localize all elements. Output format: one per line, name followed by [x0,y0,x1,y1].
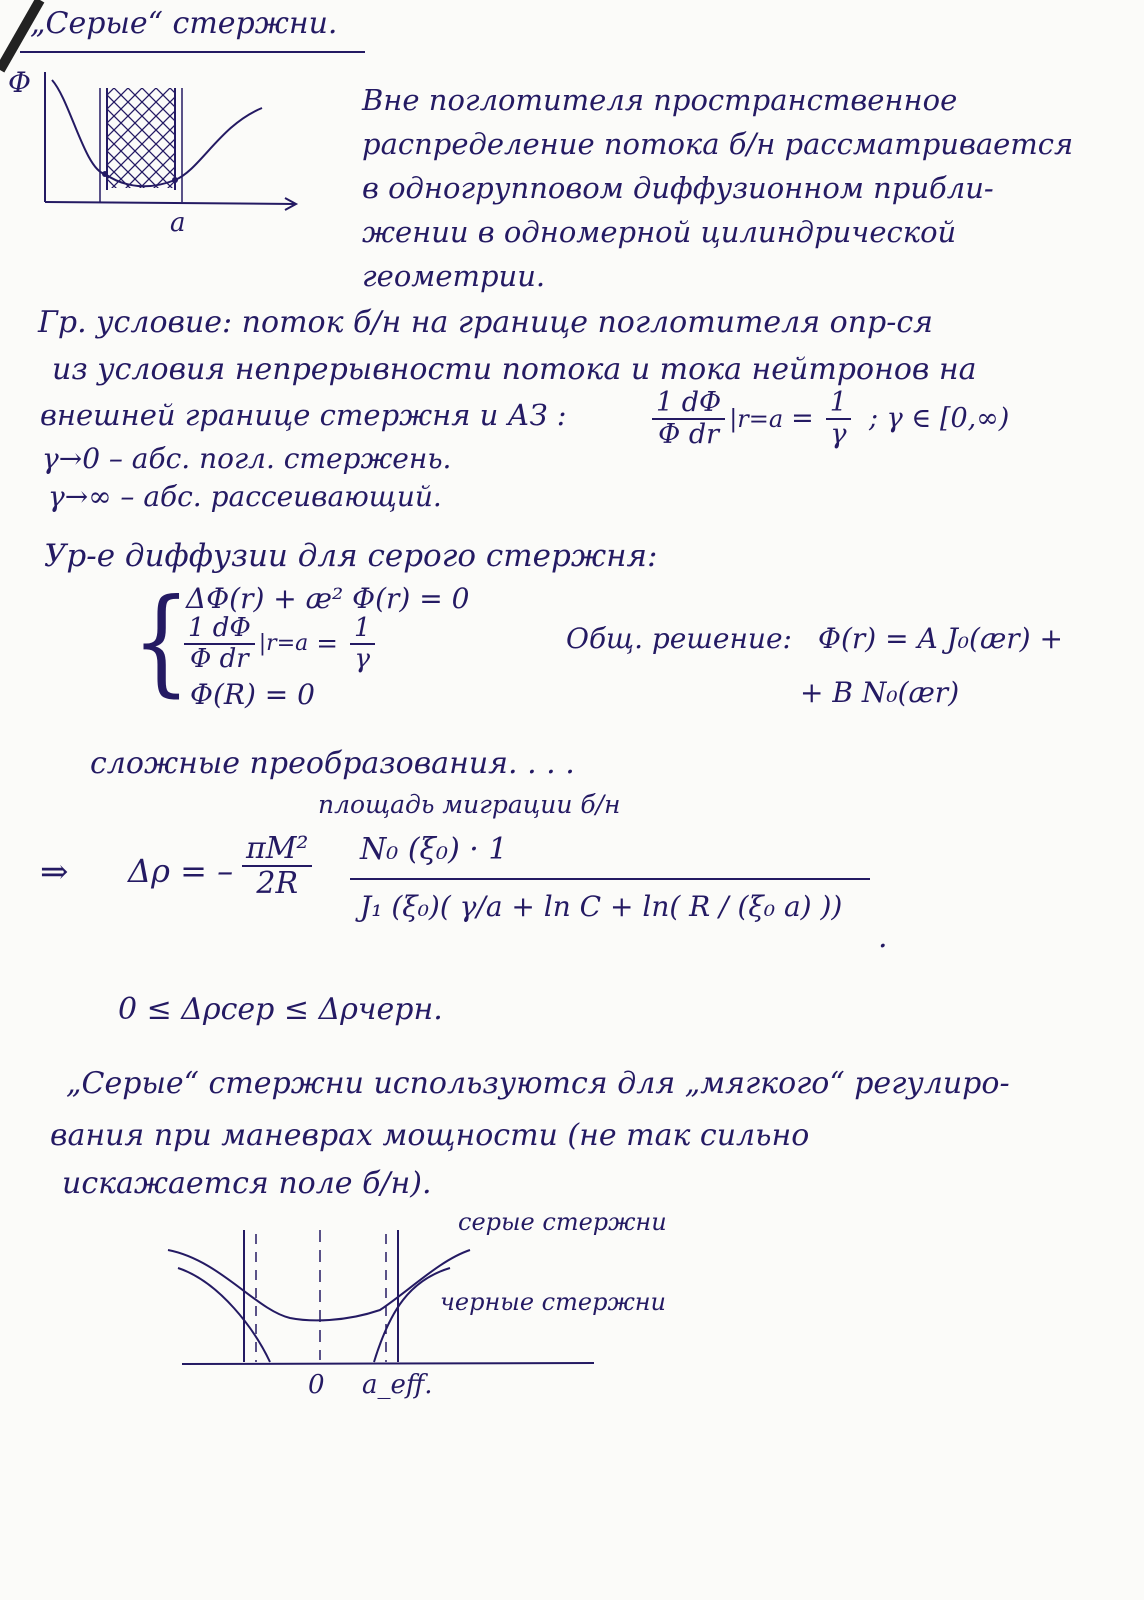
boundary-line-4: γ→0 – абс. погл. стержень. [42,442,452,475]
flux-diagram [30,60,310,230]
implies-arrow: ⇒ [40,852,69,892]
general-solution-label: Общ. решение: [566,622,792,655]
reactivity-frac1: $\frac{\text{πM²}}{2R}$ [242,832,312,900]
reactivity-fraction-bar [350,876,880,882]
boundary-line-3: внешней границе стержня и АЗ : [40,398,567,432]
black-rods-label: черные стержни [440,1288,666,1316]
intro-line-5: геометрии. [362,259,546,293]
fig1-y-label: Φ [8,66,31,99]
fig1-x-label: a [170,208,186,238]
gray-rods-label: серые стержни [458,1208,667,1236]
diffusion-eq-2: $\frac{1 d\Phi}{\text{Φ dr}}$ |r=a = $\frac{1}{\gamma}$ [180,614,379,673]
diffusion-title: Ур-е диффузии для серого стержня: [44,538,658,574]
page-title: „Серые“ стержни. [30,6,338,41]
origin-label: 0 [308,1370,325,1400]
intro-line-1: Вне поглотителя пространственное [362,83,958,117]
usage-line-2: вания при маневрах мощности (не так сильно [50,1118,810,1153]
migration-area-note: площадь миграции б/н [318,790,621,819]
diffusion-eq-2-rhs: $\frac{1}{\gamma}$ [350,614,375,673]
general-solution-2: + B N₀(ær) [800,676,960,709]
usage-line-1: „Серые“ стержни используются для „мягкого“ регулиро- [66,1066,1010,1101]
diffusion-eq-1: ΔΦ(r) + æ² Φ(r) = 0 [186,582,470,615]
intro-line-4: жении в одномерной цилиндрической [362,215,957,249]
boundary-formula-eval: |r=a [729,404,784,433]
boundary-formula: $\frac{1 d\Phi}{\text{Φ dr}}$ |r=a = $\frac{1}{\gamma}$ ; γ ∈ [0,∞) [648,388,1009,449]
reactivity-inequality: 0 ≤ Δρсер ≤ Δρчерн. [118,992,443,1027]
usage-line-3: искажается поле б/н). [62,1166,432,1201]
general-solution-1: Φ(r) = A J₀(ær) + [818,622,1063,655]
diffusion-eq-2-lhs: $\frac{1 d\Phi}{\text{Φ dr}}$ [184,614,255,673]
system-brace: { [132,574,191,708]
boundary-formula-rhs: $\frac{1}{\gamma}$ [826,388,851,449]
boundary-line-5: γ→∞ – абс. рассеивающий. [48,480,442,513]
boundary-line-2: из условия непрерывности потока и тока нейтронов на [52,352,977,387]
reactivity-numerator: N₀ (ξ₀) · 1 [360,832,508,867]
intro-line-3: в одногрупповом диффузионном прибли- [362,171,994,205]
reactivity-lhs: Δρ = – [128,852,234,890]
title-underline [0,0,1144,60]
intro-line-2: распределение потока б/н рассматривается [362,127,1074,161]
boundary-formula-range: ; γ ∈ [0,∞) [868,403,1010,435]
diffusion-eq-3: Φ(R) = 0 [190,678,315,711]
boundary-formula-lhs: $\frac{1 d\Phi}{\text{Φ dr}}$ [652,388,725,449]
reactivity-end: . [878,920,888,955]
transformations-note: сложные преобразования. . . . [90,746,575,781]
boundary-line-1: Гр. условие: поток б/н на границе поглотителя опр-ся [38,305,934,340]
reactivity-denominator: J₁ (ξ₀)( γ/a + ln C + ln( R / (ξ₀ a) )) [360,890,843,923]
intro-paragraph [362,78,1073,298]
a-eff-label: a_eff. [362,1370,433,1400]
